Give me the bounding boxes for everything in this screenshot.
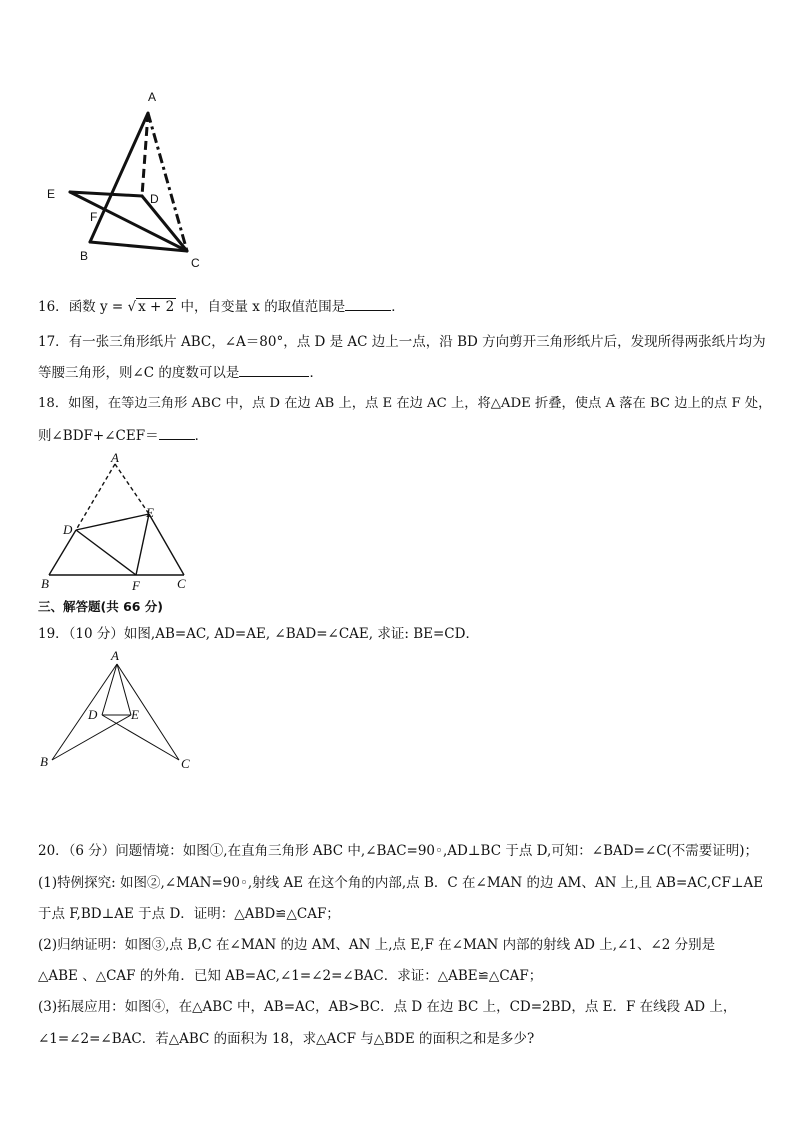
edge-AE (117, 664, 131, 715)
question-20-line4: (2)归纳证明：如图③,点 B,C 在∠MAN 的边 AM、AN 上,点 E,F 在∠MAN 内部的射线 AD 上,∠1、∠2 分别是 (38, 937, 716, 953)
q16-answer-blank[interactable] (345, 297, 391, 311)
edge-AD-dashed (76, 464, 115, 530)
question-17-line2: 等腰三角形，则∠C 的度数可以是 ． (38, 365, 323, 381)
question-20-line2: (1)特例探究: 如图②,∠MAN=90◦,射线 AE 在这个角的内部,点 B．C 在∠MAN 的边 AM、AN 上,且 AB=AC,CF⊥AE (38, 875, 764, 891)
label-C: C (191, 256, 200, 270)
edge-EC (149, 514, 184, 575)
figure-fold-triangle (36, 450, 196, 595)
edge-AC (117, 664, 179, 760)
question-20-line5: △ABE 、△CAF 的外角．已知 AB=AC,∠1=∠2=∠BAC．求证：△ABE≌△CAF； (38, 968, 543, 984)
edge-AC-dashdot (148, 113, 187, 251)
edge-CD (102, 715, 179, 760)
question-20-line3: 于点 F,BD⊥AE 于点 D．证明：△ABD≌△CAF； (38, 906, 340, 922)
question-16: 16．函数 y = √ x + 2 中，自变量 x 的取值范围是 ． (38, 299, 405, 315)
edge-AD (102, 664, 117, 715)
label-E: E (47, 187, 56, 201)
label-F: F (90, 210, 98, 224)
q16-prefix: 函数 y = (68, 299, 128, 315)
q18-answer-blank[interactable] (159, 426, 195, 440)
label-F: F (132, 578, 140, 593)
question-20-line7: ∠1=∠2=∠BAC．若△ABC 的面积为 18，求△ACF 与△BDE 的面积之和是多少? (38, 1031, 535, 1047)
edge-DC (142, 196, 187, 251)
question-19: 19．（10 分）如图,AB=AC, AD=AE, ∠BAD=∠CAE, 求证: BE=CD． (38, 626, 479, 642)
label-A: A (111, 450, 119, 465)
question-20-line1: 20．（6 分）问题情境：如图①,在直角三角形 ABC 中,∠BAC=90◦,AD⊥BC 于点 D,可知：∠BAD=∠C(不需要证明)； (38, 843, 759, 859)
edge-AB (90, 113, 148, 242)
edge-AB (52, 664, 117, 760)
edge-AE-dashed (115, 464, 149, 514)
label-E: E (146, 505, 154, 520)
label-E: E (131, 707, 139, 722)
q17-answer-blank[interactable] (239, 363, 309, 377)
label-A: A (111, 648, 119, 663)
question-18-line1: 18．如图，在等边三角形 ABC 中，点 D 在边 AB 上，点 E 在边 AC 上，将△ADE 折叠，使点 A 落在 BC 边上的点 F 处， (38, 396, 772, 411)
edge-EC (70, 192, 187, 251)
label-D: D (88, 707, 98, 722)
q16-sqrt: √ x + 2 (127, 299, 175, 315)
figure-q19 (36, 647, 206, 772)
label-B: B (80, 249, 89, 263)
label-C: C (177, 576, 186, 591)
edge-DF (76, 530, 136, 575)
edge-ED (70, 192, 142, 196)
question-17-line1: 17．有一张三角形纸片 ABC，∠A＝80°，点 D 是 AC 边上一点，沿 BD 方向剪开三角形纸片后，发现所得两张纸片均为 (38, 334, 766, 350)
figure-pyramid (40, 85, 220, 275)
label-A: A (148, 90, 157, 104)
edge-DE (76, 514, 149, 530)
question-20-line6: (3)拓展应用：如图④，在△ABC 中，AB=AC，AB>BC．点 D 在边 BC 上，CD=2BD，点 E．F 在线段 AD 上， (38, 999, 737, 1015)
label-D: D (150, 192, 159, 206)
question-18-line2: 则∠BDF+∠CEF＝ ． (38, 428, 209, 444)
edge-EF (136, 514, 149, 575)
section-heading: 三、解答题(共 66 分) (38, 599, 164, 614)
label-B: B (40, 754, 48, 769)
q16-suffix: 中，自变量 x 的取值范围是 (176, 299, 346, 315)
label-B: B (41, 576, 49, 591)
label-C: C (181, 756, 190, 771)
q16-number: 16． (38, 299, 69, 315)
label-D: D (63, 522, 73, 537)
